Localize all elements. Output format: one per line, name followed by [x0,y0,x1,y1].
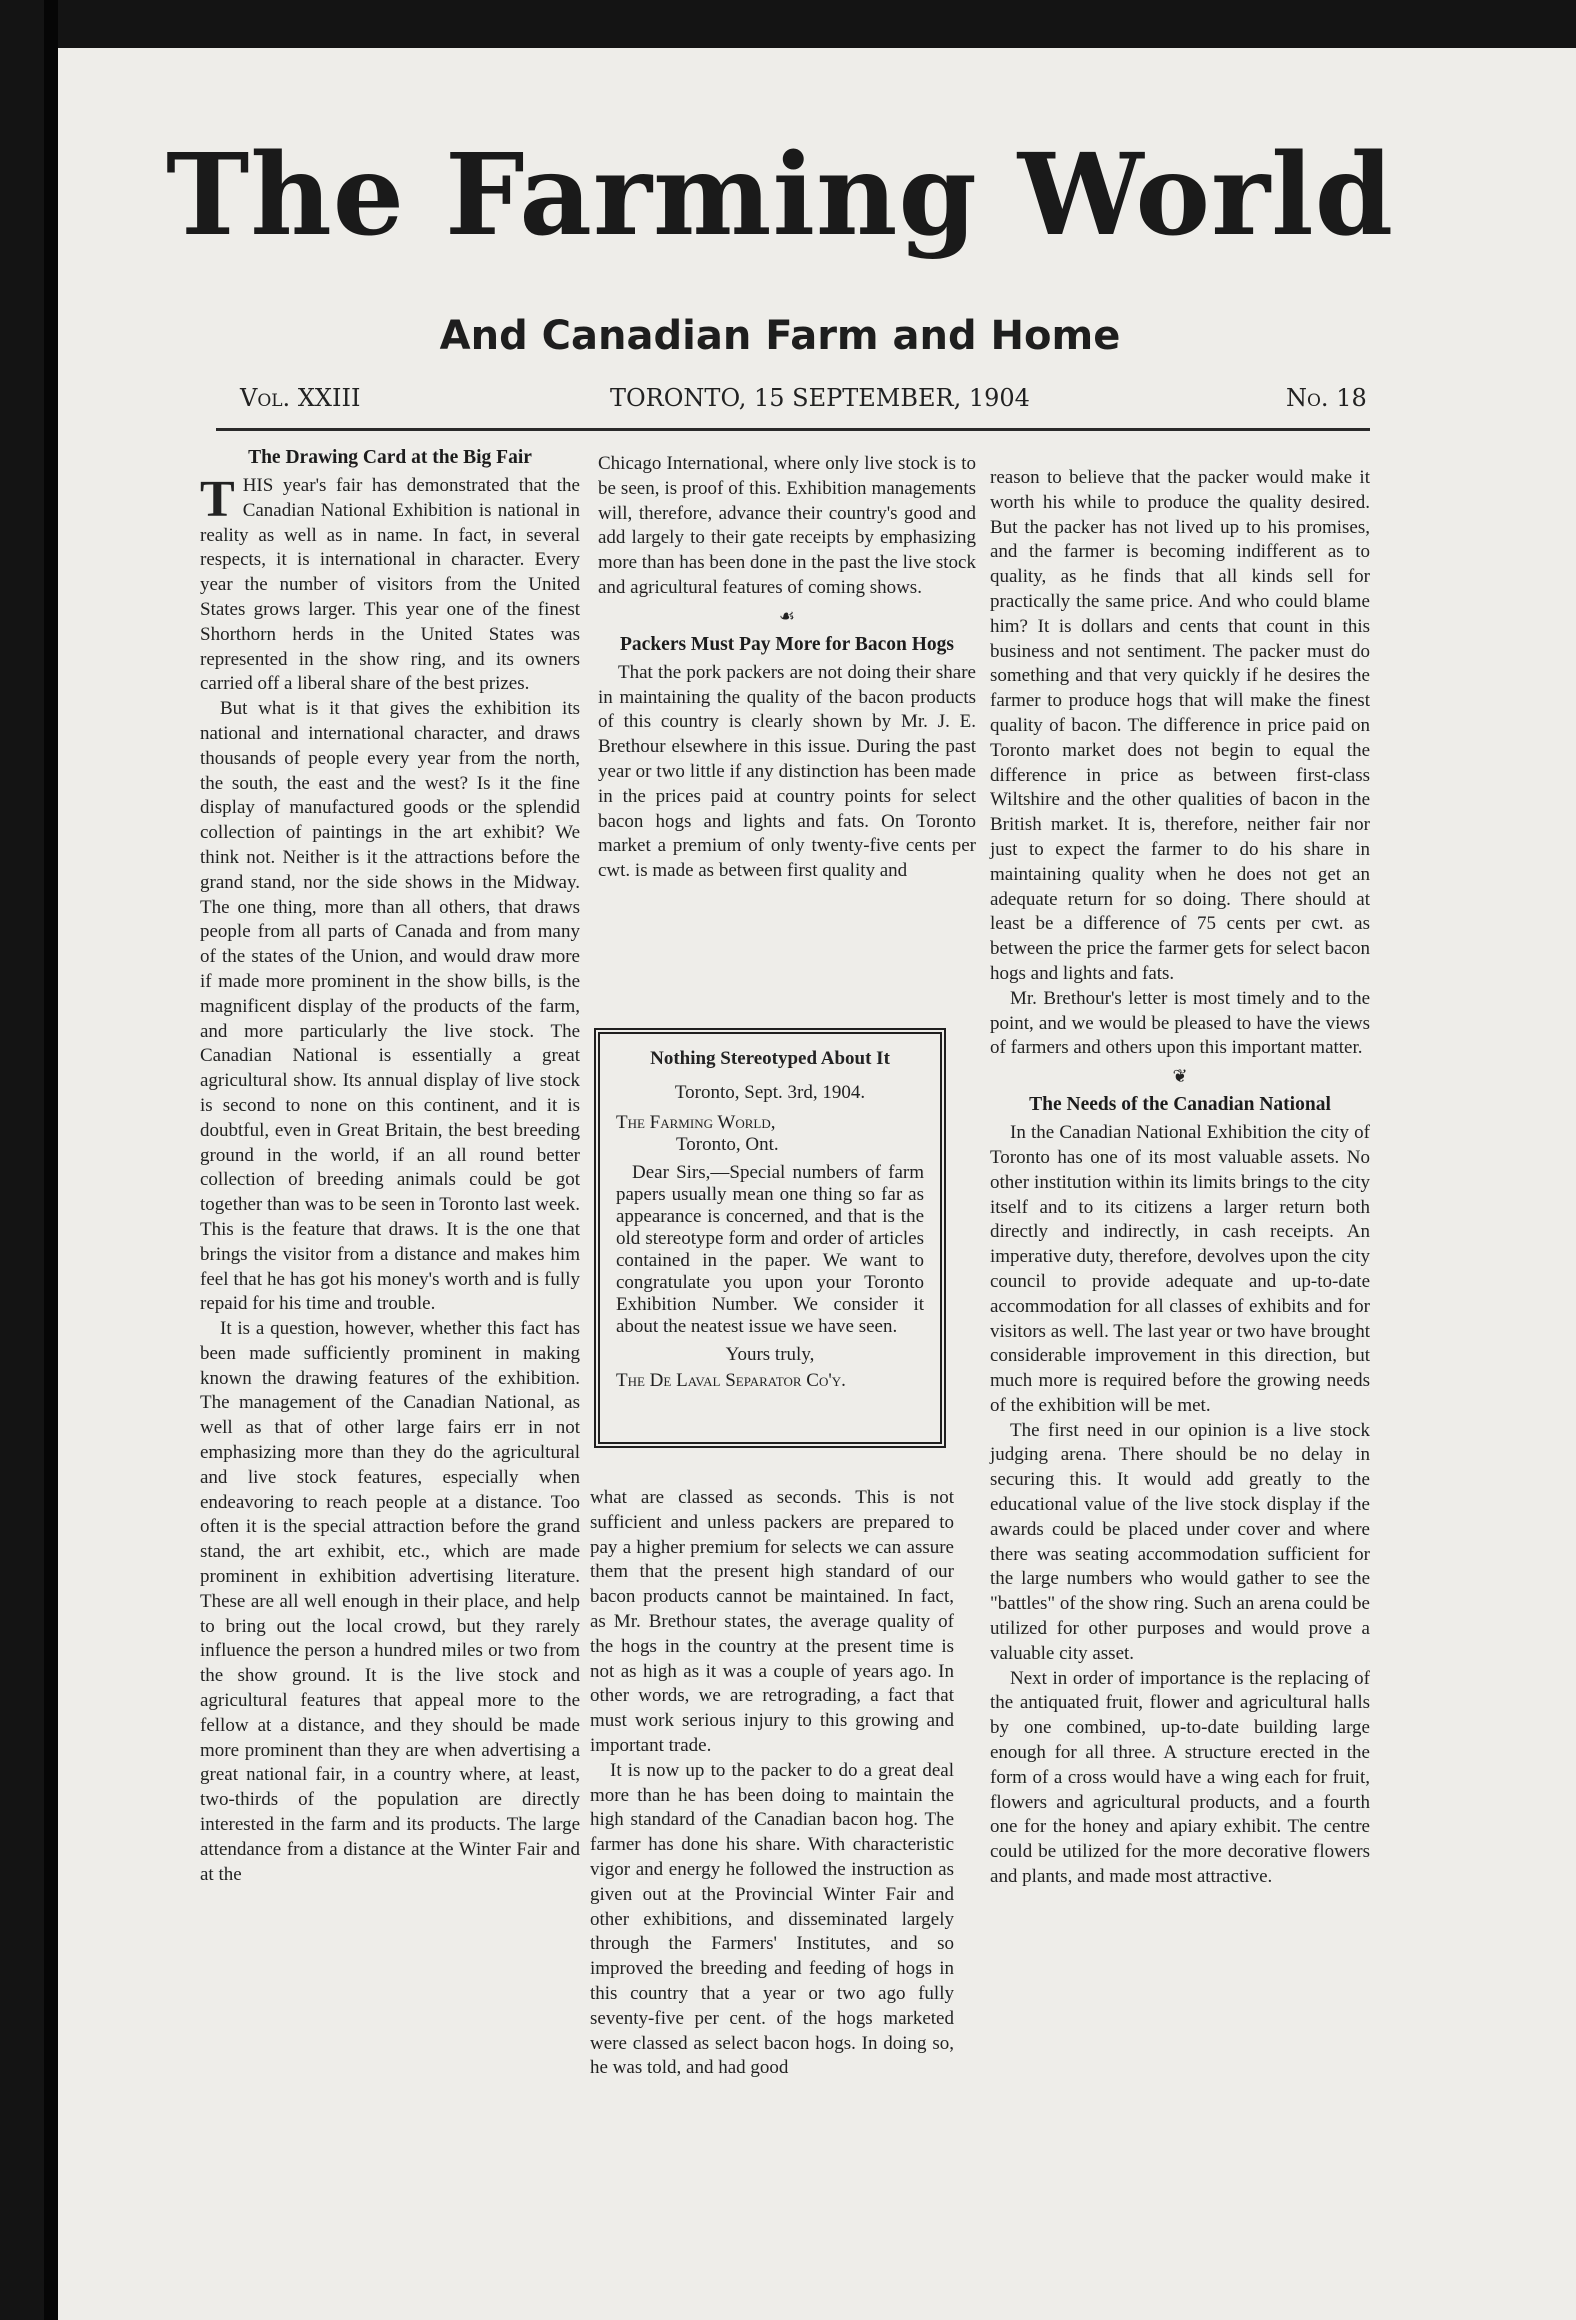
masthead-title: The Farming World [166,130,1394,261]
ornament-icon: ❦ [1172,1066,1188,1087]
column-1 [200,440,580,1887]
letter-box [594,1028,946,1448]
article-heading-packers: Packers Must Pay More for Bacon Hogs [620,633,954,655]
ornament-icon: ☙ [778,605,796,626]
article-paragraph: The first need in our opinion is a live stock judging arena. There should be no delay in securing this. It would add greatly to the educational value of the live stock display if the awards could be placed under cover and where there was seating accommodation sufficient for the large numbers who would gather to see the "battles" of the show ring. Such an arena could be utilized for other purposes and would prove a valuable city asset. [990,1419,1370,1664]
letter-heading: Nothing Stereotyped About It [650,1048,890,1069]
article-text: HIS year's fair has demonstrated that the Canadian National Exhibition is national in reality as well as in name. In fact, in several respects, it is international in character. Every year the number of visitors from the United States grows larger. This year one of the finest Shorthorn herds in the United States was represented in the show ring, and its owners carried off a liberal share of the best prizes. [200,475,580,695]
column-3 [990,466,1370,1890]
article-paragraph: reason to believe that the packer would make it worth his while to produce the quality desired. But the packer has not lived up to his promises, and the farmer is becoming indifferent as to quality, as he finds that all kinds sell for practically the same price. And who could blame him? It is dollars and cents that count in this business and not sentiment. The packer must do something and that very quickly if he desires the farmer to produce hogs that will make the finest quality of bacon. The difference in price paid on Toronto market does not begin to equal the difference in price as between first-class Wiltshire and the other qualities of bacon in the British market. It is, therefore, neither fair nor just to expect the farmer to do his share in maintaining quality when he does not get an adequate return for so doing. There should at least be a difference of 75 cents per cwt. as between the price the farmer gets for select bacon hogs and lights and fats. [990,467,1370,984]
issue-number: No. 18 [1286,384,1367,412]
masthead-subtitle: And Canadian Farm and Home [439,313,1121,359]
article-paragraph: That the pork packers are not doing their share in maintaining the quality of the bacon products of this country is clearly shown by Mr. J. E. Brethour elsewhere in this issue. During the past year or two little if any distinction has been made in the prices paid at country points for select bacon hogs and lights and fats. On Toronto market a premium of only twenty-five cents per cwt. is made as between first quality and [598,661,976,882]
article-paragraph: It is now up to the packer to do a great deal more than he has been doing to maintain the high standard of the Canadian bacon hog. The farmer has done his share. With characteristic vigor and energy he followed the instruction as given out at the Provincial Winter Fair and other exhibitions, and disseminated largely through the Farmers' Institutes, and so improved the breeding and feeding of hogs in this country that a year or two ago fully seventy-five per cent. of the hogs marketed were classed as select bacon hogs. In doing so, he was told, and had good [590,1759,954,2079]
drop-cap: T [200,471,235,528]
volume-label: Vol. XXIII [240,384,361,412]
article-paragraph [200,471,580,697]
article-paragraph: Next in order of importance is the replacing of the antiquated fruit, flower and agricultural halls by one combined, up-to-date building large enough for all three. A structure erected in the form of a cross would have a wing each for fruit, flowers and agricultural products, and a fourth one for the honey and apiary exhibit. The centre could be utilized for the more decorative flowers and plants, and made most attractive. [990,1667,1370,1888]
article-paragraph: In the Canadian National Exhibition the city of Toronto has one of its most valuable assets. No other institution within its limits brings to the city itself and to its citizens a larger return both directly and indirectly, in cash receipts. An imperative duty, therefore, devolves upon the city council to provide adequate and up-to-date accommodation for all classes of exhibits and for visitors as well. The last year or two have brought considerable improvement in this direction, but much more is required before the growing needs of the exhibition will be met. [990,1122,1370,1416]
column-2-bottom [590,1486,954,2081]
article-paragraph: Mr. Brethour's letter is most timely and to the point, and we would be pleased to have the views of farmers and others upon this important matter. [990,987,1370,1059]
article-heading-drawing-card: The Drawing Card at the Big Fair [248,447,532,468]
article-heading-needs: The Needs of the Canadian National [1029,1094,1331,1116]
article-paragraph: But what is it that gives the exhibition its national and international character, and draws thousands of people every year from the north, the south, the east and the west? Is it the fine display of manufactured goods or the splendid collection of paintings in the art exhibit? We think not. Neither is it the attractions before the grand stand, nor the side shows in the Midway. The one thing, more than all others, that draws people from all parts of Canada and from many of the states of the Union, and would draw more if made more prominent in the show bills, is the magnificent display of the products of the farm, and more particularly the live stock. The Canadian National is essentially a great agricultural show. Its annual display of live stock is second to none on this continent, and it is doubtful, even in Great Britain, the best breeding ground in the world, if an all round better collection of breeding animals could be got together than was to be seen in Toronto last week. This is the feature that draws. It is the one that brings the visitor from a distance and makes him feel that he has got his money's worth and is fully repaid for his time and trouble. [200,698,580,1315]
letter-date: Toronto, Sept. 3rd, 1904. [674,1082,866,1103]
binding-edge [44,0,58,2320]
masthead-rule [216,428,1370,431]
letter-addressee: The Farming World, [616,1112,776,1133]
column-2-top [598,452,976,884]
letter-signature: The De Laval Separator Co'y. [616,1370,846,1391]
letter-body: Dear Sirs,—Special numbers of farm papers usually mean one thing so far as appearance is concerned, and that is the old stereotype form and order of articles contained in the paper. We want to congratulate you upon your Toronto Exhibition Number. We consider it about the neatest issue we have seen. [616,1162,924,1337]
letter-closing: Yours truly, [725,1344,815,1365]
article-paragraph: what are classed as seconds. This is not sufficient and unless packers are prepared to pay a higher premium for selects we can assure them that the present high standard of our bacon products cannot be maintained. In fact, as Mr. Brethour states, the average quality of the hogs in the country at the present time is not as high as it was a couple of years ago. In other words, we are retrograding, a fact that must work serious injury to this growing and important trade. [590,1487,954,1756]
dateline: TORONTO, 15 SEPTEMBER, 1904 [610,384,1030,412]
article-paragraph: Chicago International, where only live stock is to be seen, is proof of this. Exhibition managements will, therefore, advance their country's good and add largely to their gate receipts by emphasizing more than has been done in the past the live stock and agricultural features of coming shows. [598,453,976,598]
article-paragraph: It is a question, however, whether this fact has been made sufficiently prominent in making known the drawing features of the exhibition. The management of the Canadian National, as well as that of other large fairs err in not emphasizing more than they do the agricultural and live stock features, especially when endeavoring to reach people at a distance. Too often it is the special attraction before the grand stand, the art exhibit, etc., which are made prominent in exhibition advertising literature. These are all well enough in their place, and help to bring out the local crowd, but they rarely influence the person a hundred miles or two from the show ground. It is the live stock and agricultural features that appeal more to the fellow at a distance, and they should be made more prominent than they are when advertising a great national fair, in a country where, at least, two-thirds of the population are directly interested in the farm and its products. The large attendance from a distance at the Winter Fair and at the [200,1318,580,1885]
letter-addressee-city: Toronto, Ont. [676,1134,779,1155]
